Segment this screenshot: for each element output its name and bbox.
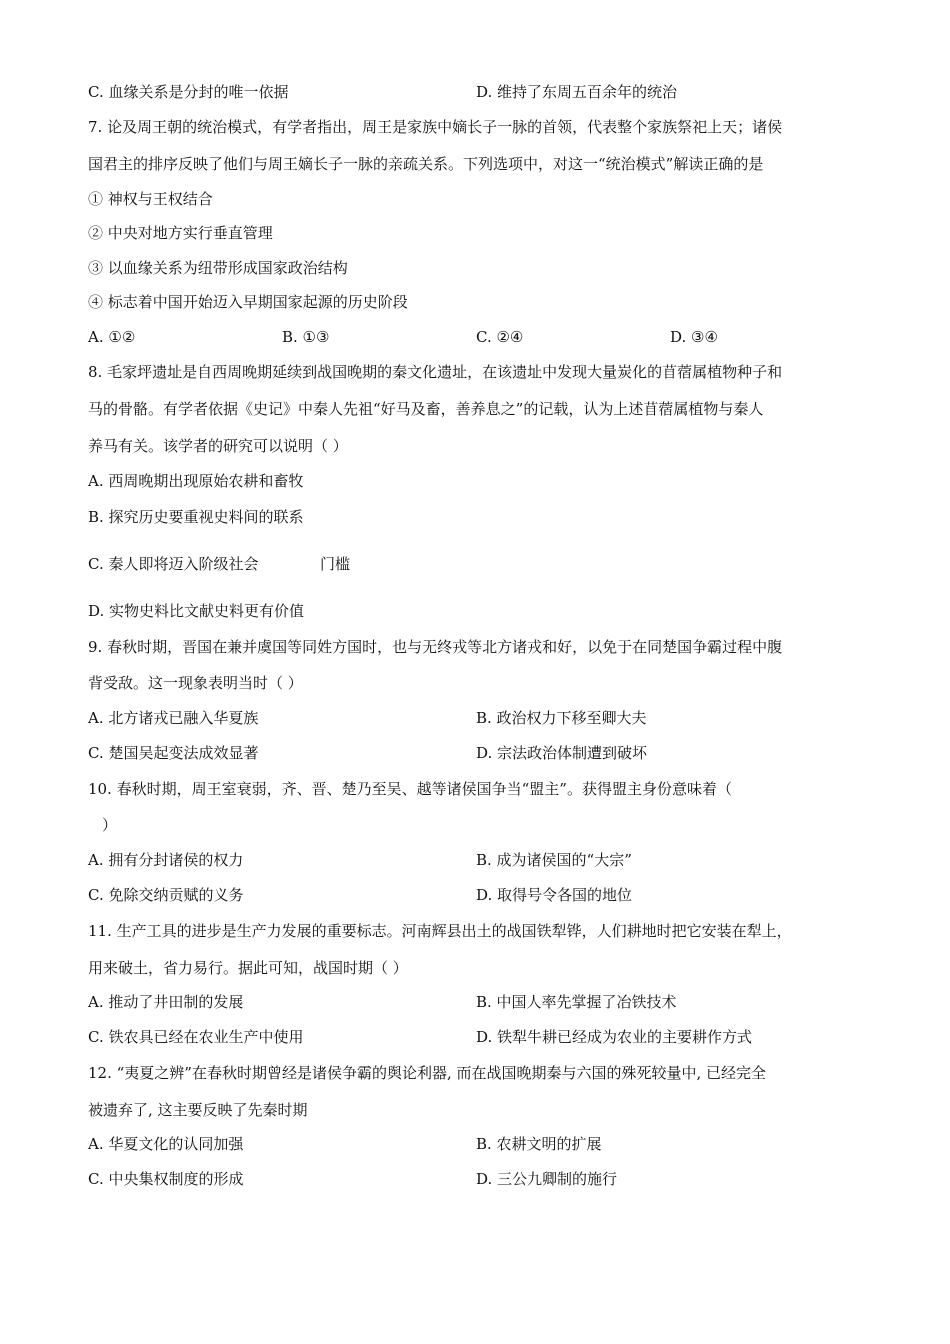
q8-stem-line-3: 养马有关。该学者的研究可以说明（ ） xyxy=(88,437,348,455)
q12-stem-line-2: 被遗弃了, 这主要反映了先秦时期 xyxy=(88,1101,308,1119)
q7-option-a: A. ①② xyxy=(88,328,136,346)
q7-option-c: C. ②④ xyxy=(476,328,524,346)
q10-option-d: D. 取得号令各国的地位 xyxy=(476,886,633,904)
q7-option-b: B. ①③ xyxy=(282,328,330,346)
q9-stem-line-1: 9. 春秋时期，晋国在兼并虞国等同姓方国时，也与无终戎等北方诸戎和好，以免于在同楚国争霸过程中腹 xyxy=(88,638,783,656)
q12-stem-line-1: 12. “夷夏之辨”在春秋时期曾经是诸侯争霸的舆论利器, 而在战国晚期秦与六国的殊死较量中, 已经完全 xyxy=(88,1064,767,1082)
q10-stem-line-2: ） xyxy=(102,816,118,834)
q7-item-3: ③ 以血缘关系为纽带形成国家政治结构 xyxy=(88,259,348,277)
q9-stem-line-2: 背受敌。这一现象表明当时（ ） xyxy=(88,674,303,692)
q11-option-d: D. 铁犁牛耕已经成为农业的主要耕作方式 xyxy=(476,1028,753,1046)
q11-option-a: A. 推动了井田制的发展 xyxy=(88,993,244,1011)
q11-option-c: C. 铁农具已经在农业生产中使用 xyxy=(88,1028,304,1046)
q9-option-a: A. 北方诸戎已融入华夏族 xyxy=(88,709,259,727)
q8-option-d: D. 实物史料比文献史料更有价值 xyxy=(88,602,305,620)
q8-option-a: A. 西周晚期出现原始农耕和畜牧 xyxy=(88,472,304,490)
q8-stem-line-2: 马的骨骼。有学者依据《史记》中秦人先祖“好马及畜，善养息之”的记载，认为上述苜蓿属植物与秦人 xyxy=(88,400,764,418)
q8-option-b: B. 探究历史要重视史料间的联系 xyxy=(88,508,304,526)
q7-option-d: D. ③④ xyxy=(670,328,718,346)
q10-option-a: A. 拥有分封诸侯的权力 xyxy=(88,851,244,869)
q7-item-4: ④ 标志着中国开始迈入早期国家起源的历史阶段 xyxy=(88,293,408,311)
q8-stem-line-1: 8. 毛家坪遗址是自西周晚期延续到战国晚期的秦文化遗址，在该遗址中发现大量炭化的苜蓿属植物种子和 xyxy=(88,363,783,381)
q7-item-2: ② 中央对地方实行垂直管理 xyxy=(88,224,273,242)
q12-option-b: B. 农耕文明的扩展 xyxy=(476,1135,602,1153)
q7-item-1: ① 神权与王权结合 xyxy=(88,190,213,208)
q10-stem-line-1: 10. 春秋时期，周王室衰弱，齐、晋、楚乃至吴、越等诸侯国争当“盟主”。获得盟主身份意味着（ xyxy=(88,780,732,798)
q8-option-c: C. 秦人即将迈入阶级社会 xyxy=(88,555,259,573)
exam-page xyxy=(88,0,868,1344)
q11-stem-line-2: 用来破土，省力易行。据此可知，战国时期（ ） xyxy=(88,959,408,977)
q7-stem-line-1: 7. 论及周王朝的统治模式，有学者指出，周王是家族中嫡长子一脉的首领，代表整个家族祭祀上天；诸侯 xyxy=(88,118,783,136)
q7-stem-line-2: 国君主的排序反映了他们与周王嫡长子一脉的亲疏关系。下列选项中，对这一“统治模式”解读正确的是 xyxy=(88,155,764,173)
q12-option-a: A. 华夏文化的认同加强 xyxy=(88,1135,244,1153)
q9-option-b: B. 政治权力下移至卿大夫 xyxy=(476,709,647,727)
q6-option-c: C. 血缘关系是分封的唯一依据 xyxy=(88,83,289,101)
q11-option-b: B. 中国人率先掌握了冶铁技术 xyxy=(476,993,677,1011)
q10-option-b: B. 成为诸侯国的“大宗” xyxy=(476,851,632,869)
q10-option-c: C. 免除交纳贡赋的义务 xyxy=(88,886,244,904)
q8-option-c-extra: 门槛 xyxy=(320,555,351,573)
q9-option-c: C. 楚国吴起变法成效显著 xyxy=(88,744,259,762)
q9-option-d: D. 宗法政治体制遭到破坏 xyxy=(476,744,648,762)
q11-stem-line-1: 11. 生产工具的进步是生产力发展的重要标志。河南辉县出土的战国铁犁铧，人们耕地时把它安装在犁上， xyxy=(88,922,792,940)
q12-option-d: D. 三公九卿制的施行 xyxy=(476,1170,618,1188)
q6-option-d: D. 维持了东周五百余年的统治 xyxy=(476,83,678,101)
q12-option-c: C. 中央集权制度的形成 xyxy=(88,1170,244,1188)
